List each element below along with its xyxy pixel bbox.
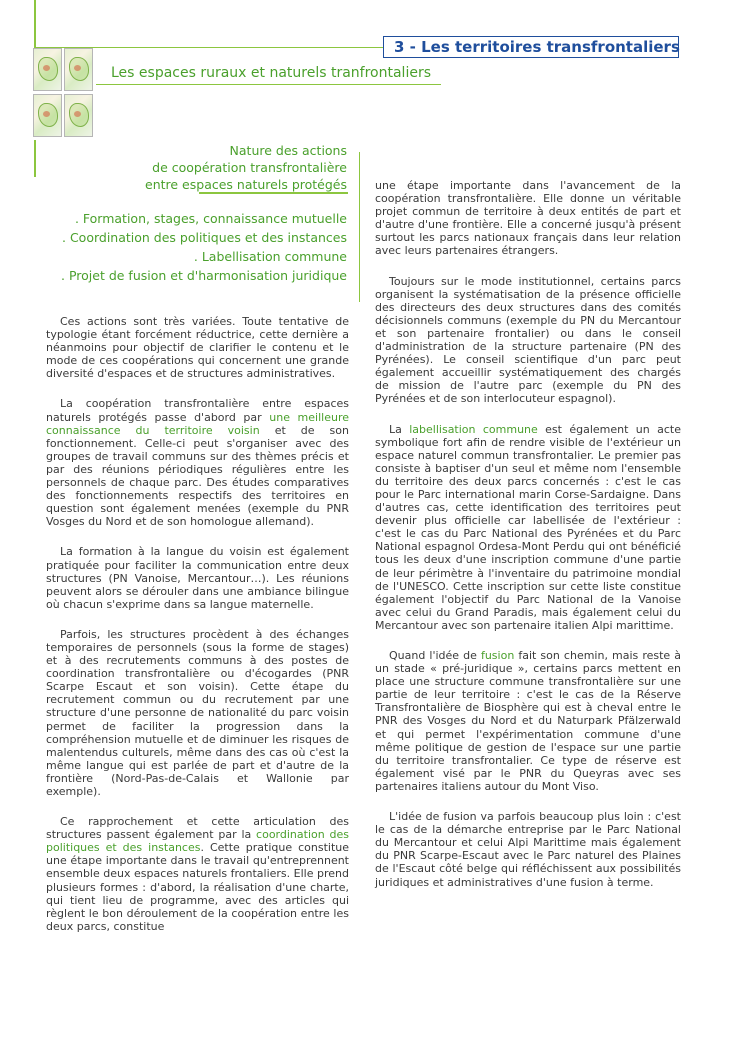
left-vertical-rule	[34, 0, 36, 48]
left-vertical-rule-lower	[34, 140, 36, 177]
page-subtitle: Les espaces ruraux et naturels tranfrontaliers	[111, 65, 431, 81]
highlight-text: labellisation commune	[409, 422, 538, 436]
highlight-text: fusion	[480, 649, 515, 662]
paragraph-text: . Cette pratique constitue une étape importante dans le travail qu'entreprennent ensemble deux espaces naturels frontaliers. Elle prend plusieurs formes : d'abord, la réalisation d'une charte, qui tient lieu de programme, avec des articles qui règlent le bon déroulement de la coopération entre les deux parcs, constitue	[46, 841, 349, 933]
action-item: . Formation, stages, connaissance mutuelle	[74, 211, 347, 226]
paragraph-text: est également un acte symbolique fort afin de rendre visible de l'extérieur un espace naturel commun transfrontalier. Le premier pas consiste à baptiser d'un seul et même nom l'ensemble du territoire des deux parcs concernés : c'est le cas pour le Parc international marin Corse-Sardaigne. Dans d'autres cas, cette identification des territoires peut devenir plus officielle car labellisée de l'extérieur : c'est le cas du Parc National des Pyrénées et du Parc National espagnol Ordesa-Mont Perdu qui ont bénéficié tous les deux d'une inscription commune d'une partie de leur périmètre à l'inventaire du patrimoine mondial de l'UNESCO. Cette inscription sur cette liste constitue également l'objectif du Parc National de la Vanoise avec celui du Grand Paradis, mais également celui du Mercantour avec son partenaire italien Alpi marittime.	[375, 422, 681, 632]
column-divider-rule	[359, 152, 360, 302]
highlight-text: coordination des politiques et des instances	[46, 828, 349, 855]
paragraph-text: fait son chemin, mais reste à un stade « pré-juridique », certains parcs mettent en place une structure commune transfrontalière sur une partie de leur territoire : c'est le cas de la Réserve Transfrontalière de Biosphère qui est à cheval entre le PNR des Vosges du Nord et du Naturpark Pfälzerwald et qui permet l'expérimentation commune d'une même politique de gestion de l'espace sur une partie du territoire transfrontalier. Ce type de réserve est également visé par le PNR du Queyras avec ses partenaires italiens autour du Mont Viso.	[375, 649, 682, 793]
paragraph: une étape importante dans l'avancement de la coopération transfrontalière. Elle donne un véritable projet commun de territoire à deux entités de part et d'autre d'une frontière. Elle a concerné jusqu'à présent surtout les parcs nationaux français dans leur relation avec leurs partenaires étrangers.	[375, 179, 681, 258]
paragraph: La formation à la langue du voisin est également pratiquée pour faciliter la communication entre deux structures (PN Vanoise, Mercantour…). Les réunions peuvent alors se dérouler dans une ambiance bilingue où chacun s'exprime dans sa langue maternelle.	[46, 545, 349, 611]
nature-title	[145, 142, 347, 193]
paragraph-text: et de son fonctionnement. Celle-ci peut s'organiser avec des groupes de travail communs sur des thèmes précis et par des réunions périodiques régulières entre les personnels de chaque parc. Des études comparatives des fonctionnements respectifs des territoires en question sont également menées (exemple du PNR Vosges du Nord et de son homologue allemand).	[46, 423, 349, 529]
nature-title-line: entre espaces naturels protégés	[145, 177, 347, 192]
paragraph-text: La	[389, 422, 410, 436]
map-thumbnail-icon	[64, 48, 93, 91]
actions-list	[61, 209, 347, 285]
paragraph: Ces actions sont très variées. Toute tentative de typologie étant forcément réductrice, cette dernière a néanmoins pour objectif de clarifier le contenu et le mode de ces coopérations qui concernent une grande diversité d'espaces et de structures administratives.	[46, 315, 349, 381]
map-thumbnail-icon	[33, 94, 62, 137]
highlight-text: une meilleure connaissance du territoire voisin	[46, 410, 349, 437]
paragraph-text: Ce rapprochement et cette articulation des structures passent également par la	[46, 815, 349, 842]
subtitle-rule	[96, 84, 441, 85]
paragraph: Parfois, les structures procèdent à des échanges temporaires de personnels (sous la forme de stages) et à des recrutements communs à des postes de coordination transfrontalière ou d'écogardes (PNR Scarpe Escaut et son voisin). Cette étape du recrutement commun ou du recrutement par une structure d'une personne de nationalité du parc voisin permet de faciliter la progression dans la compréhension mutuelle et de diminuer les risques de malentendus culturels, même dans des cas où c'est la même langue qui est parlée de part et d'autre de la frontière (Nord-Pas-de-Calais et Wallonie par exemple).	[46, 627, 349, 798]
action-item: . Coordination des politiques et des instances	[62, 230, 347, 245]
paragraph	[46, 815, 349, 933]
paragraph: L'idée de fusion va parfois beaucoup plus loin : c'est le cas de la démarche entreprise par le Parc National du Mercantour et celui Alpi Marittime mais également du PNR Scarpe-Escaut avec le Parc naturel des Plaines de l'Escaut côté belge qui réfléchissent aux possibilités juridiques et administratives d'une fusion à terme.	[375, 810, 681, 889]
right-column	[375, 179, 681, 906]
paragraph	[46, 397, 349, 528]
paragraph: Toujours sur le mode institutionnel, certains parcs organisent la systématisation de la présence officielle des directeurs des deux structures dans des comités décisionnels communs (exemple du PN du Mercantour et son partenaire frontalier) ou dans le conseil d'administration de la structure partenaire (PN des Pyrénées). Le conseil scientifique d'un parc peut également accueillir systématiquement des chargés de mission de l'autre parc (exemple du PN des Pyrénées et de son interlocuteur espagnol).	[375, 274, 681, 406]
title-underline	[199, 192, 348, 194]
action-item: . Projet de fusion et d'harmonisation juridique	[61, 268, 347, 283]
nature-title-line: Nature des actions	[229, 143, 347, 158]
map-thumbnail-icon	[64, 94, 93, 137]
thumbnail-maps	[33, 48, 95, 140]
paragraph-text: Quand l'idée de	[389, 649, 481, 662]
paragraph-text: La coopération transfrontalière entre espaces naturels protégés passe d'abord par	[46, 397, 349, 424]
section-title: 3 - Les territoires transfrontaliers	[383, 36, 679, 58]
nature-title-line: de coopération transfrontalière	[152, 160, 347, 175]
paragraph	[375, 423, 681, 633]
left-column	[46, 315, 349, 950]
map-thumbnail-icon	[33, 48, 62, 91]
paragraph	[375, 649, 681, 793]
action-item: . Labellisation commune	[193, 249, 347, 264]
